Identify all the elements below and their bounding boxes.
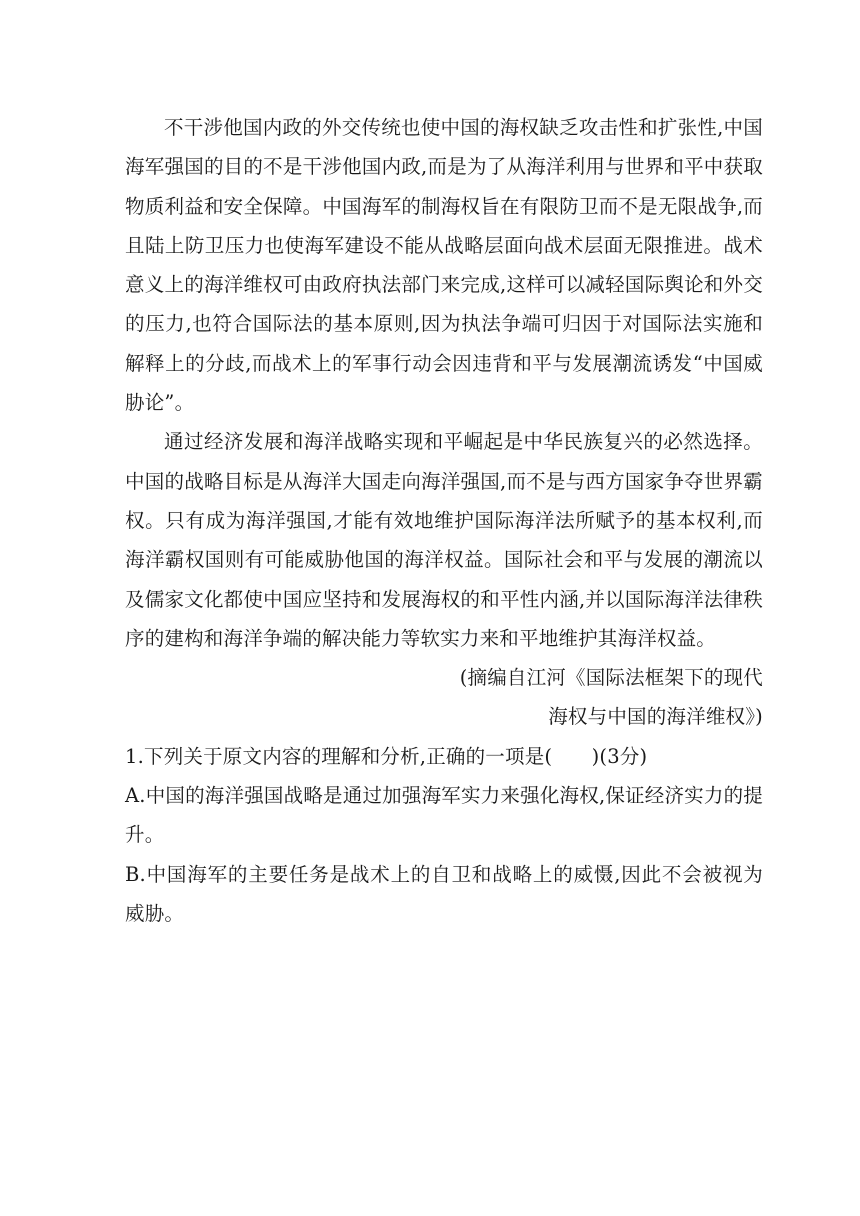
option-b: B.中国海军的主要任务是战术上的自卫和战略上的威慑,因此不会被视为威胁。 bbox=[125, 862, 763, 925]
paragraph-2: 通过经济发展和海洋战略实现和平崛起是中华民族复兴的必然选择。中国的战略目标是从海洋大国走向海洋强国,而不是与西方国家争夺世界霸权。只有成为海洋强国,才能有效地维护国际海洋法所赋予的基本权利,而海洋霸权国则有可能威胁他国的海洋权益。国际社会和平与发展的潮流以及儒家文化都使中国应坚持和发展海权的和平性内涵,并以国际海洋法律秩序的建构和海洋争端的解决能力等软实力来和平地维护其海洋权益。 bbox=[125, 430, 763, 650]
source-citation-line-2: 海权与中国的海洋维权》) bbox=[548, 705, 763, 729]
paragraph-1: 不干涉他国内政的外交传统也使中国的海权缺乏攻击性和扩张性,中国海军强国的目的不是干涉他国内政,而是为了从海洋利用与世界和平中获取物质利益和安全保障。中国海军的制海权旨在有限防卫而不是无限战争,而且陆上防卫压力也使海军建设不能从战略层面向战术层面无限推进。战术意义上的海洋维权可由政府执法部门来完成,这样可以减轻国际舆论和外交的压力,也符合国际法的基本原则,因为执法争端可归因于对国际法实施和解释上的分歧,而战术上的军事行动会因违背和平与发展潮流诱发“中国威胁论”。 bbox=[125, 116, 763, 415]
source-citation-line-1: (摘编自江河《国际法框架下的现代 bbox=[459, 666, 763, 690]
article-body bbox=[125, 108, 763, 933]
option-a: A.中国的海洋强国战略是通过加强海军实力来强化海权,保证经济实力的提升。 bbox=[125, 784, 763, 847]
question-stem: 1.下列关于原文内容的理解和分析,正确的一项是( )(3分) bbox=[125, 744, 648, 768]
